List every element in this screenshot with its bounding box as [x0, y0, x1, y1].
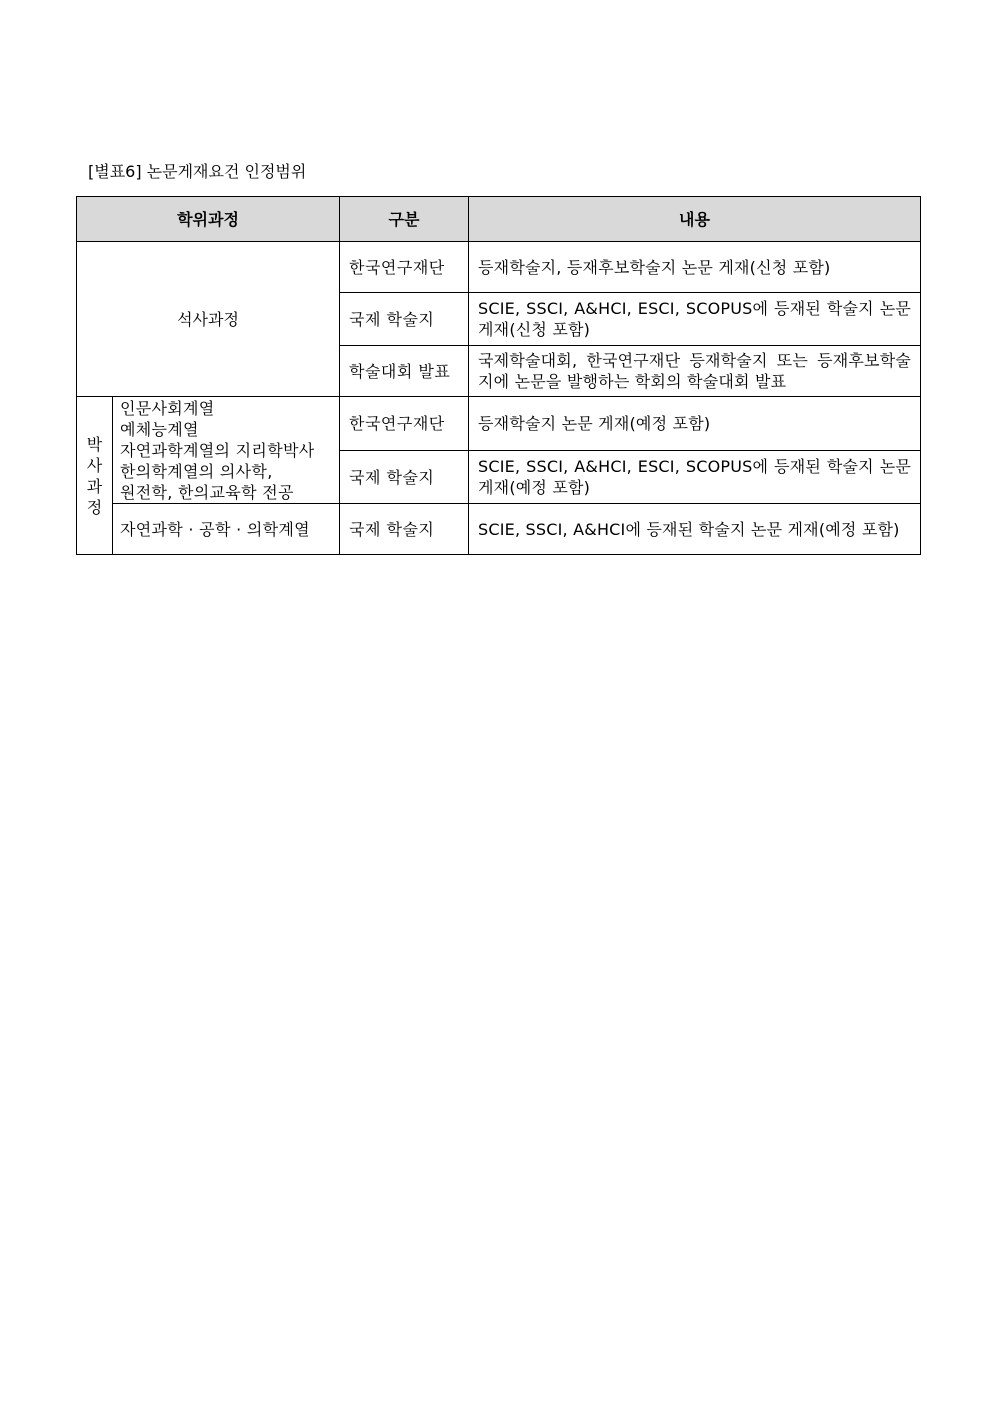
- content-cell: SCIE, SSCI, A&HCI, ESCI, SCOPUS에 등재된 학술지 논문 게재(예정 포함): [469, 451, 921, 504]
- content-cell: 등재학술지, 등재후보학술지 논문 게재(신청 포함): [469, 242, 921, 293]
- field-line: 예체능계열: [120, 419, 199, 439]
- table-row: [77, 397, 921, 451]
- doctoral-label-char: 박: [86, 434, 103, 454]
- category-cell: 한국연구재단: [340, 242, 469, 293]
- doctoral-label-char: 과: [86, 476, 103, 496]
- content-cell: SCIE, SSCI, A&HCI, ESCI, SCOPUS에 등재된 학술지 논문 게재(신청 포함): [469, 293, 921, 346]
- category-cell: 국제 학술지: [340, 293, 469, 346]
- doctoral-label-char: 사: [86, 455, 103, 475]
- content-cell: 등재학술지 논문 게재(예정 포함): [469, 397, 921, 451]
- category-cell: 학술대회 발표: [340, 346, 469, 397]
- doctoral-label-char: 정: [86, 497, 103, 517]
- header-row: [77, 197, 921, 242]
- header-content: 내용: [469, 197, 921, 242]
- table-caption: [별표6] 논문게재요건 인정범위: [88, 162, 307, 181]
- header-category: 구분: [340, 197, 469, 242]
- doctoral-field-group1: [113, 397, 340, 504]
- category-cell: 국제 학술지: [340, 504, 469, 555]
- field-line: 원전학, 한의교육학 전공: [120, 482, 294, 502]
- doctoral-label: [77, 397, 113, 555]
- content-cell: 국제학술대회, 한국연구재단 등재학술지 또는 등재후보학술지에 논문을 발행하는 학회의 학술대회 발표: [469, 346, 921, 397]
- masters-label: 석사과정: [77, 242, 340, 397]
- header-degree: 학위과정: [77, 197, 340, 242]
- field-line: 한의학계열의 의사학,: [120, 461, 273, 481]
- field-line: 인문사회계열: [120, 398, 215, 418]
- doctoral-field-group2: 자연과학 · 공학 · 의학계열: [113, 504, 340, 555]
- publication-requirements-table: [76, 196, 921, 555]
- category-cell: 국제 학술지: [340, 451, 469, 504]
- content-cell: SCIE, SSCI, A&HCI에 등재된 학술지 논문 게재(예정 포함): [469, 504, 921, 555]
- field-line: 자연과학계열의 지리학박사: [120, 440, 315, 460]
- table-row: [77, 242, 921, 293]
- table-row: [77, 504, 921, 555]
- category-cell: 한국연구재단: [340, 397, 469, 451]
